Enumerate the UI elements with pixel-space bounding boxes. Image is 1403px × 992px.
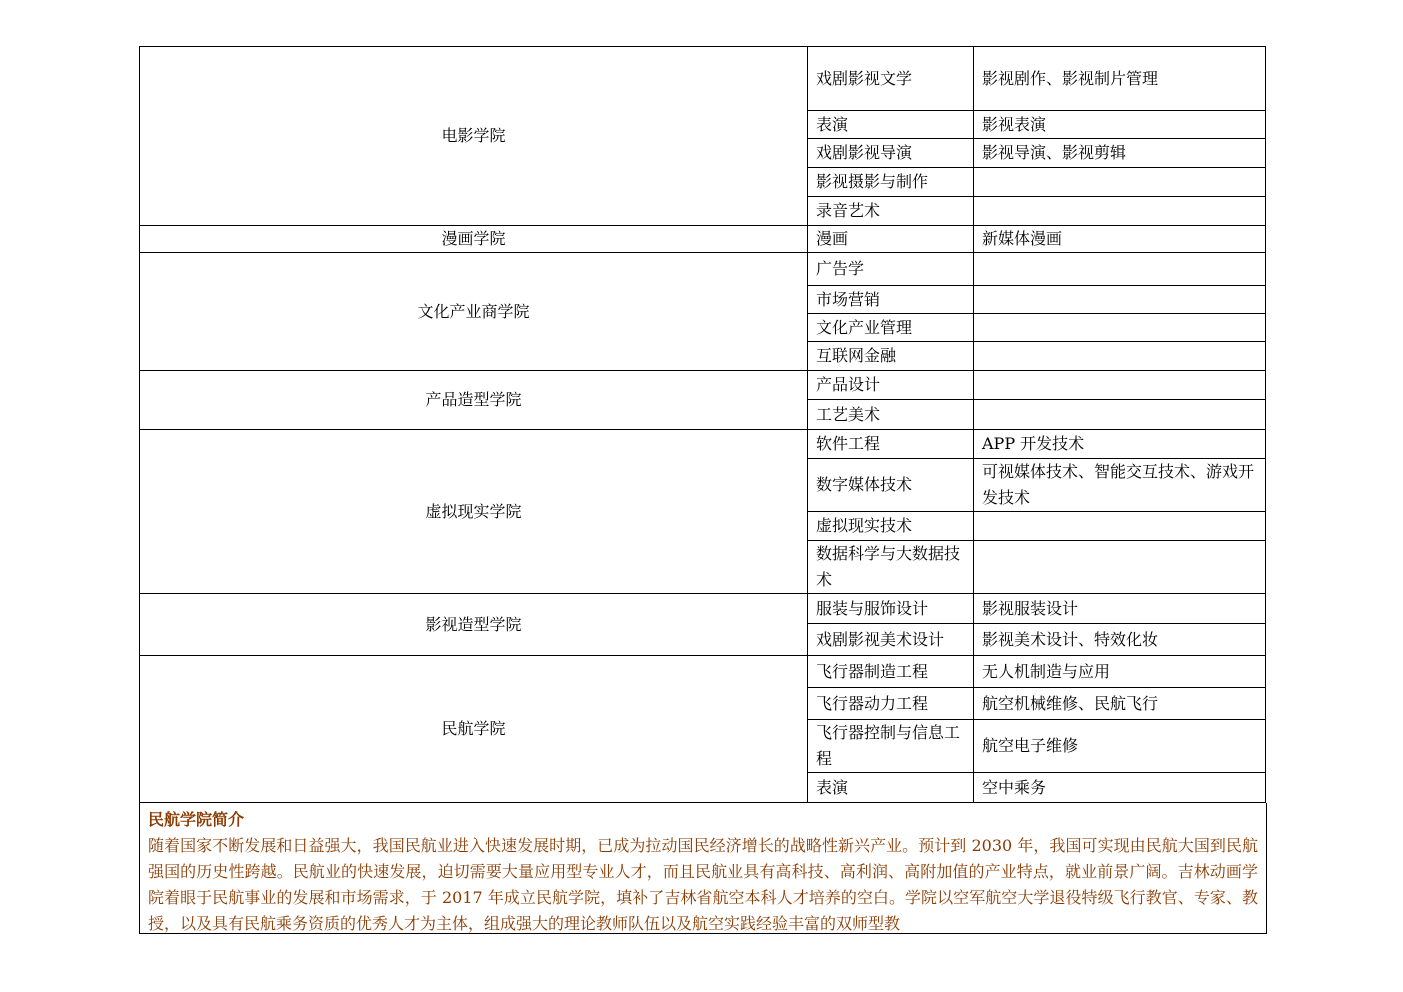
major-cell: 服装与服饰设计 bbox=[808, 594, 974, 624]
major-cell: 软件工程 bbox=[808, 430, 974, 459]
college-cell: 产品造型学院 bbox=[140, 371, 808, 430]
college-cell: 影视造型学院 bbox=[140, 594, 808, 656]
direction-cell: 航空电子维修 bbox=[974, 720, 1266, 773]
direction-cell: 可视媒体技术、智能交互技术、游戏开发技术 bbox=[974, 459, 1266, 512]
direction-cell: 航空机械维修、民航飞行 bbox=[974, 688, 1266, 720]
major-cell: 戏剧影视文学 bbox=[808, 47, 974, 111]
direction-cell bbox=[974, 400, 1266, 430]
direction-cell bbox=[974, 342, 1266, 371]
college-cell: 文化产业商学院 bbox=[140, 253, 808, 371]
direction-cell bbox=[974, 512, 1266, 541]
direction-cell: 新媒体漫画 bbox=[974, 226, 1266, 253]
major-cell: 戏剧影视导演 bbox=[808, 139, 974, 168]
majors-table bbox=[139, 46, 1266, 803]
direction-cell: 影视服装设计 bbox=[974, 594, 1266, 624]
major-cell: 数据科学与大数据技术 bbox=[808, 541, 974, 594]
major-cell: 产品设计 bbox=[808, 371, 974, 400]
direction-cell: 空中乘务 bbox=[974, 773, 1266, 803]
college-cell: 漫画学院 bbox=[140, 226, 808, 253]
major-cell: 市场营销 bbox=[808, 286, 974, 314]
major-cell: 文化产业管理 bbox=[808, 314, 974, 342]
direction-cell bbox=[974, 253, 1266, 286]
direction-cell bbox=[974, 197, 1266, 226]
table-row bbox=[140, 47, 1266, 111]
major-cell: 录音艺术 bbox=[808, 197, 974, 226]
direction-cell bbox=[974, 286, 1266, 314]
direction-cell: APP 开发技术 bbox=[974, 430, 1266, 459]
intro-section bbox=[139, 803, 1267, 934]
direction-cell: 影视导演、影视剪辑 bbox=[974, 139, 1266, 168]
major-cell: 工艺美术 bbox=[808, 400, 974, 430]
direction-cell bbox=[974, 314, 1266, 342]
major-cell: 虚拟现实技术 bbox=[808, 512, 974, 541]
major-cell: 飞行器制造工程 bbox=[808, 656, 974, 688]
major-cell: 互联网金融 bbox=[808, 342, 974, 371]
document-page bbox=[139, 46, 1265, 934]
college-cell: 虚拟现实学院 bbox=[140, 430, 808, 594]
major-cell: 戏剧影视美术设计 bbox=[808, 624, 974, 656]
major-cell: 漫画 bbox=[808, 226, 974, 253]
intro-title: 民航学院简介 bbox=[148, 810, 245, 829]
college-cell: 电影学院 bbox=[140, 47, 808, 226]
table-row bbox=[140, 226, 1266, 253]
direction-cell bbox=[974, 541, 1266, 594]
direction-cell: 影视表演 bbox=[974, 111, 1266, 139]
table-row bbox=[140, 594, 1266, 624]
major-cell: 表演 bbox=[808, 773, 974, 803]
direction-cell: 无人机制造与应用 bbox=[974, 656, 1266, 688]
major-cell: 表演 bbox=[808, 111, 974, 139]
major-cell: 影视摄影与制作 bbox=[808, 168, 974, 197]
table-row bbox=[140, 253, 1266, 286]
table-row bbox=[140, 656, 1266, 688]
major-cell: 飞行器动力工程 bbox=[808, 688, 974, 720]
majors-table-body bbox=[140, 47, 1266, 803]
direction-cell bbox=[974, 371, 1266, 400]
direction-cell: 影视剧作、影视制片管理 bbox=[974, 47, 1266, 111]
major-cell: 广告学 bbox=[808, 253, 974, 286]
table-row bbox=[140, 371, 1266, 400]
direction-cell: 影视美术设计、特效化妆 bbox=[974, 624, 1266, 656]
major-cell: 飞行器控制与信息工程 bbox=[808, 720, 974, 773]
direction-cell bbox=[974, 168, 1266, 197]
college-cell: 民航学院 bbox=[140, 656, 808, 803]
major-cell: 数字媒体技术 bbox=[808, 459, 974, 512]
intro-text: 随着国家不断发展和日益强大，我国民航业进入快速发展时期，已成为拉动国民经济增长的战略性新兴产业。预计到 2030 年，我国可实现由民航大国到民航强国的历史性跨越。民航业的快速发展，迫切需要大量应用型专业人才，而且民航业具有高科技、高利润、高附加值的产业特点，就业前景广阔。吉林动画学院着眼于民航事业的发展和市场需求，于 2017 年成立民航学院，填补了吉林省航空本科人才培养的空白。学院以空军航空大学退役特级飞行教官、专家、教授，以及具有民航乘务资质的优秀人才为主体，组成强大的理论教师队伍以及航空实践经验丰富的双师型教 bbox=[148, 836, 1258, 933]
table-row bbox=[140, 430, 1266, 459]
